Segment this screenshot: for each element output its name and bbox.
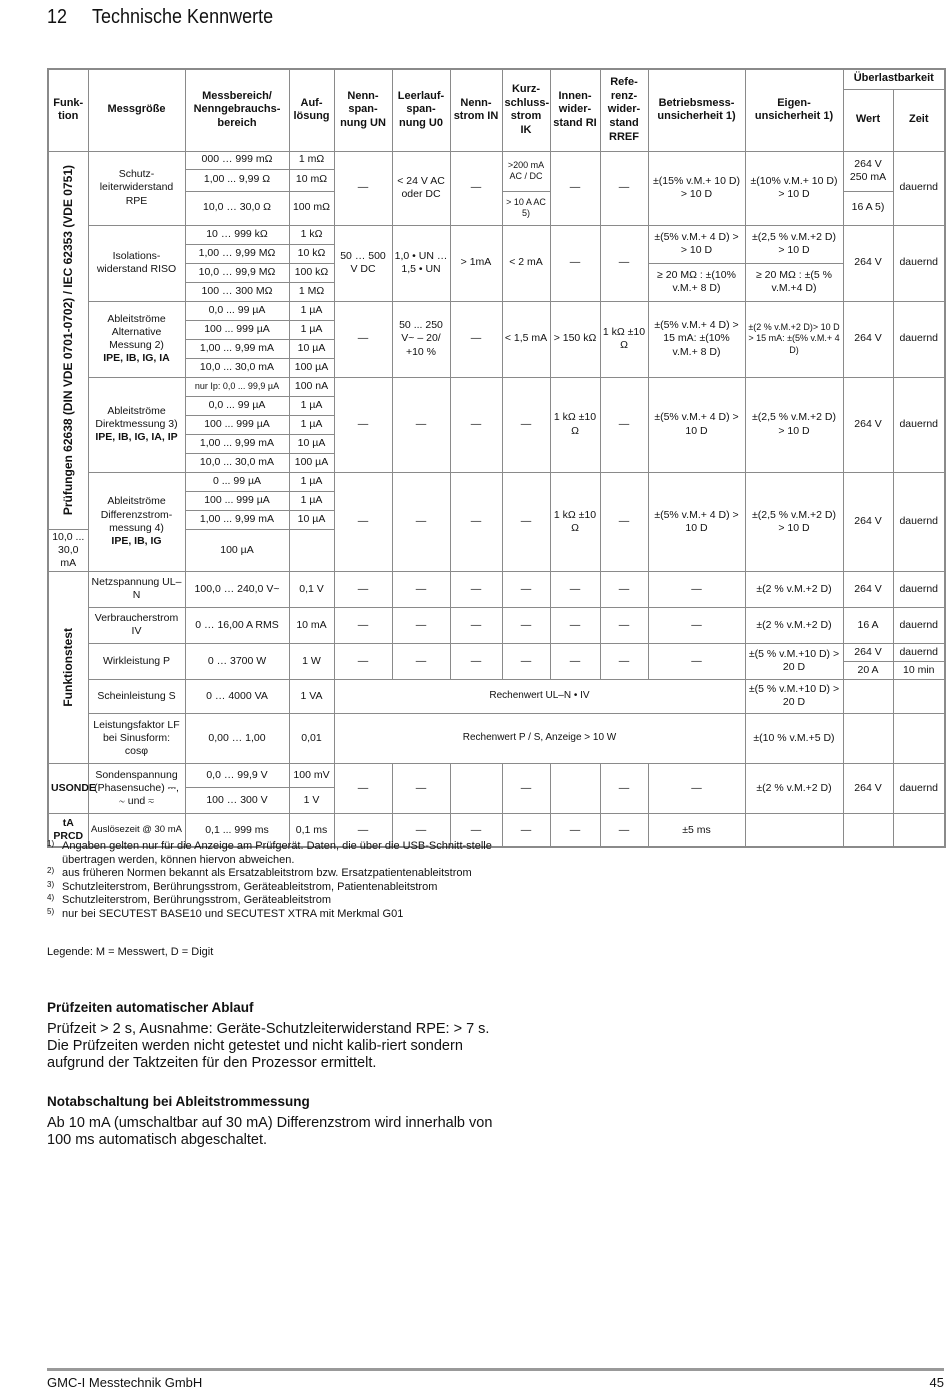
footnote: 3) Schutzleiterstrom, Berührungsstrom, Geräteableitstrom, Patientenableitstrom bbox=[47, 879, 438, 893]
chapter-title: Technische Kennwerte bbox=[92, 6, 274, 28]
schein-name: Scheinleistung S bbox=[88, 679, 185, 713]
ri-cell: > 150 kΩ bbox=[550, 301, 600, 377]
netz-name: Netzspannung UL–N bbox=[88, 571, 185, 607]
eigen-cell: ±(2,5 % v.M.+2 D) > 10 D bbox=[745, 472, 843, 571]
header-zeit: Zeit bbox=[893, 89, 945, 151]
un-cell: — bbox=[334, 301, 392, 377]
zeit-cell: dauernd bbox=[893, 607, 945, 643]
dash-cell: — bbox=[450, 643, 502, 679]
range-cell: 10,0 ... 30,0 mA bbox=[185, 453, 289, 472]
ableit-alt-name: Ableitströme Alternative Messung 2) IPE, IB, IG, IA bbox=[88, 301, 185, 377]
betrieb-cell: ±(5% v.M.+ 4 D) > 10 D bbox=[648, 472, 745, 571]
range-cell: 0,0 ... 99 µA bbox=[185, 396, 289, 415]
dash-cell: — bbox=[550, 607, 600, 643]
wert-cell bbox=[843, 713, 893, 763]
in-cell: — bbox=[450, 472, 502, 571]
wert-cell: 264 V bbox=[843, 377, 893, 472]
eigen-cell bbox=[745, 813, 843, 847]
dash-cell: — bbox=[550, 813, 600, 847]
rref-cell: 1 kΩ ±10 Ω bbox=[600, 301, 648, 377]
resolution-cell: 1 µA bbox=[289, 472, 334, 491]
resolution-cell: 1 VA bbox=[289, 679, 334, 713]
dash-cell: — bbox=[392, 643, 450, 679]
wert-cell: 264 V bbox=[843, 571, 893, 607]
resolution-cell: 1 W bbox=[289, 643, 334, 679]
dash-cell: — bbox=[600, 763, 648, 813]
dash-cell: — bbox=[600, 813, 648, 847]
wert-cell: 264 V bbox=[843, 301, 893, 377]
dash-cell: — bbox=[334, 571, 392, 607]
header-messgroesse: Messgröße bbox=[88, 69, 185, 151]
eigen-cell: ±(2,5 % v.M.+2 D) > 10 D bbox=[745, 377, 843, 472]
zeit-cell: dauernd bbox=[893, 763, 945, 813]
resolution-cell: 1 V bbox=[289, 787, 334, 813]
range-cell: 1,00 ... 9,99 mA bbox=[185, 510, 289, 529]
empty-cell bbox=[450, 763, 502, 813]
sonde-name: Sondenspannung (Phasensuche) ⎓, ∼ und ≂ bbox=[88, 763, 185, 813]
zeit-cell: dauernd bbox=[893, 643, 945, 661]
u0-cell: < 24 V AC oder DC bbox=[392, 151, 450, 225]
zeit-cell: 10 min bbox=[893, 661, 945, 679]
dash-cell: — bbox=[648, 571, 745, 607]
header-nennspannung: Nenn-span-nung UN bbox=[334, 69, 392, 151]
range-cell: 0,00 … 1,00 bbox=[185, 713, 289, 763]
zeit-cell: dauernd bbox=[893, 225, 945, 301]
range-cell: 0 … 16,00 A RMS bbox=[185, 607, 289, 643]
dash-cell: — bbox=[502, 607, 550, 643]
range-cell: 10,0 ... 30,0 mA bbox=[185, 358, 289, 377]
ik-cell: > 10 A AC 5) bbox=[502, 191, 550, 225]
zeit-cell bbox=[893, 813, 945, 847]
range-cell: 10,0 … 30,0 Ω bbox=[185, 191, 289, 225]
group-pruefungen: Prüfungen 62638 (DIN VDE 0701-0702) / IEC 62353 (VDE 0751) bbox=[48, 151, 88, 529]
dash-cell: — bbox=[648, 763, 745, 813]
wert-cell bbox=[843, 679, 893, 713]
footer-company: GMC-I Messtechnik GmbH bbox=[47, 1375, 203, 1390]
range-cell: 100 … 300 MΩ bbox=[185, 282, 289, 301]
in-cell: — bbox=[450, 377, 502, 472]
range-cell: 10,0 ... 30,0 mA bbox=[48, 529, 88, 571]
rref-cell: — bbox=[600, 377, 648, 472]
dash-cell: — bbox=[334, 763, 392, 813]
rechenwert-cell: Rechenwert UL–N • IV bbox=[334, 679, 745, 713]
footnote: 5) nur bei SECUTEST BASE10 und SECUTEST XTRA mit Merkmal G01 bbox=[47, 906, 404, 920]
zeit-cell: dauernd bbox=[893, 377, 945, 472]
eigen-cell: ±(2 % v.M.+2 D) bbox=[745, 607, 843, 643]
range-cell: 000 … 999 mΩ bbox=[185, 151, 289, 169]
resolution-cell: 10 mΩ bbox=[289, 169, 334, 191]
wert-cell: 20 A bbox=[843, 661, 893, 679]
dash-cell: — bbox=[392, 607, 450, 643]
dash-cell: — bbox=[392, 763, 450, 813]
wert-cell: 264 V bbox=[843, 472, 893, 571]
in-cell: — bbox=[450, 151, 502, 225]
header-referenzwiderstand: Refe-renz-wider-stand RREF bbox=[600, 69, 648, 151]
eigen-cell: ±(5 % v.M.+10 D) > 20 D bbox=[745, 679, 843, 713]
eigen-cell: ±(2 % v.M.+2 D) bbox=[745, 763, 843, 813]
lf-name: Leistungsfaktor LF bei Sinusform: cosφ bbox=[88, 713, 185, 763]
zeit-cell bbox=[893, 679, 945, 713]
rechenwert-cell: Rechenwert P / S, Anzeige > 10 W bbox=[334, 713, 745, 763]
wert-cell: 264 V bbox=[843, 643, 893, 661]
range-cell: 10,0 … 99,9 MΩ bbox=[185, 263, 289, 282]
header-eigenunsicherheit: Eigen-unsicherheit 1) bbox=[745, 69, 843, 151]
rref-cell: — bbox=[600, 225, 648, 301]
betrieb-cell: ≥ 20 MΩ : ±(10% v.M.+ 8 D) bbox=[648, 263, 745, 301]
chapter-heading bbox=[47, 6, 273, 29]
resolution-cell: 10 µA bbox=[289, 339, 334, 358]
legend: Legende: M = Messwert, D = Digit bbox=[47, 946, 214, 958]
resolution-cell: 100 nA bbox=[289, 377, 334, 396]
ableit-direkt-name: Ableitströme Direktmessung 3) IPE, IB, IG, IA, IP bbox=[88, 377, 185, 472]
resolution-cell: 1 MΩ bbox=[289, 282, 334, 301]
range-cell: 100 ... 999 µA bbox=[185, 320, 289, 339]
verbraucher-name: Verbraucherstrom IV bbox=[88, 607, 185, 643]
range-cell: 1,00 ... 9,99 mA bbox=[185, 339, 289, 358]
page-number: 45 bbox=[929, 1375, 944, 1390]
resolution-cell: 10 µA bbox=[289, 434, 334, 453]
resolution-cell: 1 kΩ bbox=[289, 225, 334, 244]
dash-cell: — bbox=[334, 813, 392, 847]
ri-cell: — bbox=[550, 225, 600, 301]
un-cell: — bbox=[334, 151, 392, 225]
ableit-diff-name: Ableitströme Differenzstrom-messung 4) IPE, IB, IG bbox=[88, 472, 185, 571]
header-innenwiderstand: Innen-wider-stand RI bbox=[550, 69, 600, 151]
eigen-cell: ≥ 20 MΩ : ±(5 % v.M.+4 D) bbox=[745, 263, 843, 301]
betrieb-cell: ±(5% v.M.+ 4 D) > 10 D bbox=[648, 377, 745, 472]
zeit-cell: dauernd bbox=[893, 301, 945, 377]
ik-cell: — bbox=[502, 472, 550, 571]
u0-cell: — bbox=[392, 377, 450, 472]
specs-table bbox=[47, 68, 946, 848]
resolution-cell: 1 µA bbox=[289, 415, 334, 434]
un-cell: — bbox=[334, 377, 392, 472]
resolution-cell: 0,01 bbox=[289, 713, 334, 763]
dash-cell: — bbox=[334, 607, 392, 643]
resolution-cell: 1 µA bbox=[289, 396, 334, 415]
resolution-cell: 100 µA bbox=[289, 453, 334, 472]
ri-cell: — bbox=[550, 151, 600, 225]
header-betriebsmessunsicherheit: Betriebsmess-unsicherheit 1) bbox=[648, 69, 745, 151]
dash-cell: — bbox=[550, 643, 600, 679]
resolution-cell: 0,1 V bbox=[289, 571, 334, 607]
resolution-cell: 10 kΩ bbox=[289, 244, 334, 263]
range-cell: nur Ip: 0,0 ... 99,9 µA bbox=[185, 377, 289, 396]
group-ta: tA PRCD bbox=[48, 813, 88, 847]
dash-cell: — bbox=[600, 643, 648, 679]
resolution-cell: 1 µA bbox=[289, 320, 334, 339]
range-cell: 1,00 ... 9,99 mA bbox=[185, 434, 289, 453]
zeit-cell bbox=[893, 713, 945, 763]
dash-cell: — bbox=[450, 571, 502, 607]
zeit-cell: dauernd bbox=[893, 571, 945, 607]
header-wert: Wert bbox=[843, 89, 893, 151]
chapter-number: 12 bbox=[47, 6, 68, 28]
wirk-name: Wirkleistung P bbox=[88, 643, 185, 679]
ausloese-name: Auslösezeit @ 30 mA bbox=[88, 813, 185, 847]
resolution-cell: 10 µA bbox=[289, 510, 334, 529]
footnote: 1) Angaben gelten nur für die Anzeige am Prüfgerät. Daten, die über die USB-Schnitt-stelle übertragen werden, können hiervon abweichen. bbox=[47, 839, 492, 866]
dash-cell: — bbox=[502, 643, 550, 679]
eigen-cell: ±(2 % v.M.+2 D)> 10 D > 15 mA: ±(5% v.M.+ 4 D) bbox=[745, 301, 843, 377]
dash-cell: — bbox=[550, 571, 600, 607]
dash-cell: — bbox=[450, 607, 502, 643]
wert-cell: 264 V bbox=[843, 225, 893, 301]
rref-cell: — bbox=[600, 472, 648, 571]
header-ueberlastbarkeit: Überlastbarkeit bbox=[843, 69, 945, 89]
dash-cell: — bbox=[600, 571, 648, 607]
range-cell: 0,0 ... 99 µA bbox=[185, 301, 289, 320]
in-cell: — bbox=[450, 301, 502, 377]
header-kurzschlussstrom: Kurz-schluss-strom IK bbox=[502, 69, 550, 151]
header-messbereich: Messbereich/ Nenngebrauchs-bereich bbox=[185, 69, 289, 151]
range-cell: 1,00 … 9,99 MΩ bbox=[185, 244, 289, 263]
dash-cell: — bbox=[502, 813, 550, 847]
ik-cell: — bbox=[502, 377, 550, 472]
dash-cell: — bbox=[450, 813, 502, 847]
eigen-cell: ±(10% v.M.+ 10 D) > 10 D bbox=[745, 151, 843, 225]
ri-cell: 1 kΩ ±10 Ω bbox=[550, 377, 600, 472]
resolution-cell: 1 µA bbox=[289, 491, 334, 510]
range-cell: 0,1 ... 999 ms bbox=[185, 813, 289, 847]
range-cell: 0 … 4000 VA bbox=[185, 679, 289, 713]
dash-cell: — bbox=[648, 607, 745, 643]
resolution-cell: 10 mA bbox=[289, 607, 334, 643]
empty-cell bbox=[550, 763, 600, 813]
footer-divider bbox=[47, 1368, 944, 1371]
ri-cell: 1 kΩ ±10 Ω bbox=[550, 472, 600, 571]
wert-cell: 264 V bbox=[843, 763, 893, 813]
resolution-cell: 100 mΩ bbox=[289, 191, 334, 225]
range-cell: 0,0 … 99,9 V bbox=[185, 763, 289, 787]
header-leerlaufspannung: Leerlauf-span-nung U0 bbox=[392, 69, 450, 151]
eigen-cell: ±(2,5 % v.M.+2 D) > 10 D bbox=[745, 225, 843, 263]
group-usonde: USONDE bbox=[48, 763, 88, 813]
wert-cell: 16 A bbox=[843, 607, 893, 643]
zeit-cell: dauernd bbox=[893, 151, 945, 225]
resolution-cell: 100 kΩ bbox=[289, 263, 334, 282]
isolation-name: Isolations-widerstand RISO bbox=[88, 225, 185, 301]
betrieb-cell: ±(5% v.M.+ 4 D) > 15 mA: ±(10% v.M.+ 8 D) bbox=[648, 301, 745, 377]
section-title: Prüfzeiten automatischer Ablauf bbox=[47, 1000, 254, 1015]
range-cell: 100 ... 999 µA bbox=[185, 491, 289, 510]
u0-cell: 1,0 • UN … 1,5 • UN bbox=[392, 225, 450, 301]
group-funktionstest: Funktionstest bbox=[48, 571, 88, 763]
section-text: Ab 10 mA (umschaltbar auf 30 mA) Differenzstrom wird innerhalb von 100 ms automatisch abgeschaltet. bbox=[47, 1115, 493, 1148]
wert-cell bbox=[843, 813, 893, 847]
eigen-cell: ±(5 % v.M.+10 D) > 20 D bbox=[745, 643, 843, 679]
footnotes bbox=[47, 840, 507, 922]
in-cell: > 1mA bbox=[450, 225, 502, 301]
resolution-cell: 100 µA bbox=[289, 358, 334, 377]
eigen-cell: ±(2 % v.M.+2 D) bbox=[745, 571, 843, 607]
dash-cell: — bbox=[334, 643, 392, 679]
wert-cell: 264 V 250 mA bbox=[843, 151, 893, 191]
eigen-cell: ±(10 % v.M.+5 D) bbox=[745, 713, 843, 763]
section-title: Notabschaltung bei Ableitstrommessung bbox=[47, 1094, 310, 1109]
ik-cell: < 1,5 mA bbox=[502, 301, 550, 377]
betrieb-cell: ±5 ms bbox=[648, 813, 745, 847]
range-cell: 100,0 … 240,0 V~ bbox=[185, 571, 289, 607]
betrieb-cell: ±(15% v.M.+ 10 D) > 10 D bbox=[648, 151, 745, 225]
resolution-cell: 100 mV bbox=[289, 763, 334, 787]
resolution-cell: 0,1 ms bbox=[289, 813, 334, 847]
dash-cell: — bbox=[648, 643, 745, 679]
ik-cell: < 2 mA bbox=[502, 225, 550, 301]
dash-cell: — bbox=[600, 607, 648, 643]
resolution-cell: 1 µA bbox=[289, 301, 334, 320]
range-cell: 10 … 999 kΩ bbox=[185, 225, 289, 244]
dash-cell: — bbox=[502, 763, 550, 813]
footnote: 2) aus früheren Normen bekannt als Ersatzableitstrom bzw. Ersatzpatientenableitstrom bbox=[47, 866, 472, 880]
betrieb-cell: ±(5% v.M.+ 4 D) > > 10 D bbox=[648, 225, 745, 263]
range-cell: 100 … 300 V bbox=[185, 787, 289, 813]
header-nennstrom: Nenn-strom IN bbox=[450, 69, 502, 151]
schutzleiter-name: Schutz-leiterwiderstand RPE bbox=[88, 151, 185, 225]
dash-cell: — bbox=[502, 571, 550, 607]
range-cell: 1,00 ... 9,99 Ω bbox=[185, 169, 289, 191]
u0-cell: 50 ... 250 V~ – 20/ +10 % bbox=[392, 301, 450, 377]
range-cell: 100 ... 999 µA bbox=[185, 415, 289, 434]
un-cell: 50 … 500 V DC bbox=[334, 225, 392, 301]
zeit-cell: dauernd bbox=[893, 472, 945, 571]
u0-cell: — bbox=[392, 472, 450, 571]
section-text: Prüfzeit > 2 s, Ausnahme: Geräte-Schutzleiterwiderstand RPE: > 7 s. Die Prüfzeiten werden nicht getestet und nicht kalib-riert sondern aufgrund der Taktzeiten für den Prozessor ermittelt. bbox=[47, 1021, 490, 1071]
range-cell: 0 ... 99 µA bbox=[185, 472, 289, 491]
dash-cell: — bbox=[392, 571, 450, 607]
dash-cell: — bbox=[392, 813, 450, 847]
resolution-cell: 100 µA bbox=[185, 529, 289, 571]
range-cell: 0 … 3700 W bbox=[185, 643, 289, 679]
ik-cell: >200 mA AC / DC bbox=[502, 151, 550, 191]
header-funktion: Funk-tion bbox=[48, 69, 88, 151]
wert-cell: 16 A 5) bbox=[843, 191, 893, 225]
un-cell: — bbox=[334, 472, 392, 571]
rref-cell: — bbox=[600, 151, 648, 225]
footnote: 4) Schutzleiterstrom, Berührungsstrom, Geräteableitstrom bbox=[47, 893, 331, 907]
resolution-cell: 1 mΩ bbox=[289, 151, 334, 169]
header-aufloesung: Auf-lösung bbox=[289, 69, 334, 151]
